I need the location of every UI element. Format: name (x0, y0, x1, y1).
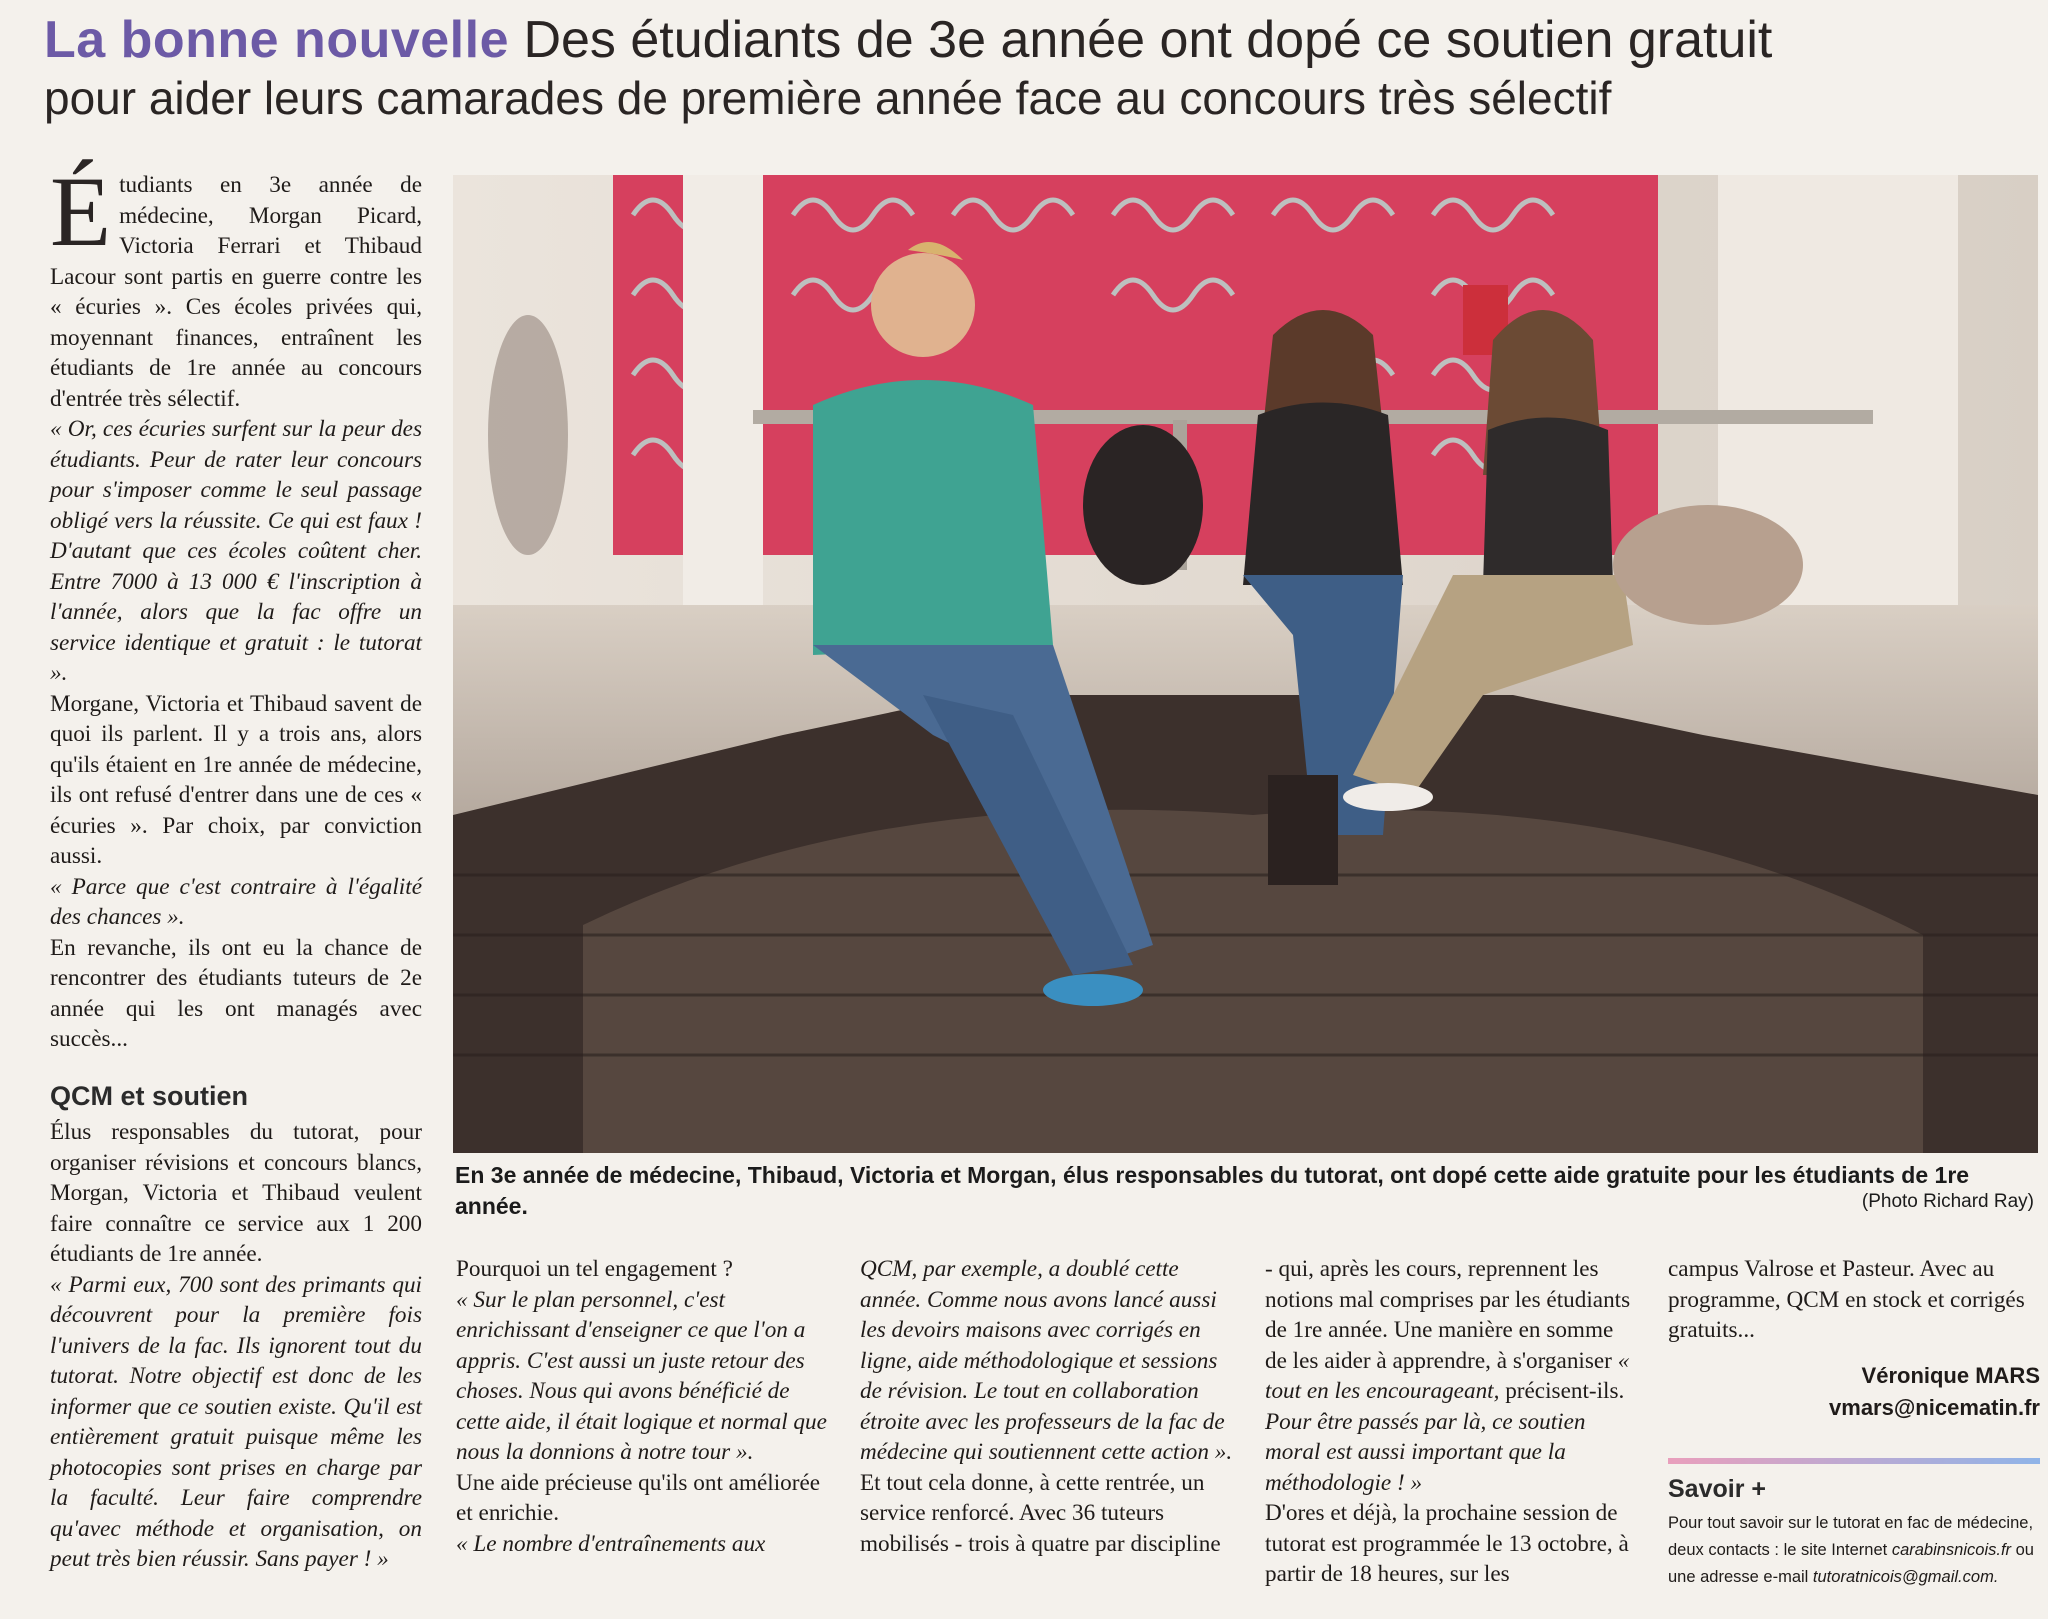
dropcap: É (50, 156, 112, 267)
article-column-2 (456, 1254, 830, 1559)
photo-credit: (Photo Richard Ray) (1861, 1191, 2034, 1212)
body-paragraph: Une aide précieuse qu'ils ont améliorée et enrichie. (456, 1469, 821, 1526)
quote-text: Pour être passés par là, ce soutien moral est aussi important que la méthodologie ! » (1265, 1408, 1586, 1496)
quote-paragraph: « Parmi eux, 700 sont des primants qui découvrent pour la première fois l'univers de la fac. Ils ignorent tout du tutorat. Notre objectif est donc de les informer que ce soutien existe. Qu'il est entièrement gratuit puisque même les photocopies sont prises en charge par la faculté. Leur faire comprendre qu'avec méthode et organisation, on peut très bien réussir. Sans payer ! » (50, 1271, 422, 1572)
body-paragraph: En revanche, ils ont eu la chance de rencontrer des étudiants tuteurs de 2e année qui les ont managés avec succès... (50, 934, 422, 1052)
article-photo (453, 175, 2038, 1153)
headline (44, 10, 2024, 126)
body-paragraph: D'ores et déjà, la prochaine session de tutorat est programmée le 13 octobre, à partir de 18 heures, sur les (1265, 1500, 1629, 1587)
body-paragraph: Élus responsables du tutorat, pour organiser révisions et concours blancs, Morgan, Victoria et Thibaud veulent faire connaître ce service aux 1 200 étudiants de 1re année. (50, 1119, 422, 1267)
subheading: QCM et soutien (50, 1080, 249, 1111)
author-name: Véronique MARS (1861, 1362, 2040, 1388)
headline-deck-line2: pour aider leurs camarades de première année face au concours très sélectif (44, 72, 1612, 124)
quote-paragraph: QCM, par exemple, a doublé cette année. Comme nous avons lancé aussi les devoirs maisons avec corrigés en ligne, aide méthodologique et sessions de révision. Le tout en collaboration étroite avec les professeurs de la fac de médecine qui soutiennent cette action ». (860, 1256, 1233, 1465)
author-email[interactable]: vmars@nicematin.fr (1829, 1394, 2040, 1420)
person-left (871, 253, 975, 357)
article-column-5 (1668, 1254, 2040, 1591)
article-column-4 (1265, 1254, 1639, 1590)
lead-text: tudiants en 3e année de médecine, Morgan Picard, Victoria Ferrari et Thibaud Lacour sont partis en guerre contre les « écuries ». Ces écoles privées qui, moyennant finances, entraînent les étudiants de 1re année au concours d'entrée très sélectif. (50, 172, 422, 412)
body-paragraph (1265, 1254, 1639, 1498)
savoir-text-2: ou une adresse e-mail (1668, 1541, 2034, 1586)
quote-paragraph: « Le nombre d'entraînements aux (456, 1530, 766, 1557)
savoir-email-link[interactable]: tutoratnicois@gmail.com. (1812, 1568, 1999, 1586)
quote-paragraph: « Or, ces écuries surfent sur la peur des étudiants. Peur de rater leur concours pour s'imposer comme le seul passage obligé vers la réussite. Ce qui est faux ! D'autant que ces écoles coûtent cher. Entre 7000 à 13 000 € l'inscription à l'année, alors que la fac offre un service identique et gratuit : le tutorat ». (50, 416, 422, 686)
article-column-3 (860, 1254, 1234, 1559)
savoir-text-1: Pour tout savoir sur le tutorat en fac de médecine, deux contacts : le site Internet (1668, 1514, 2034, 1559)
body-text: - qui, après les cours, reprennent les notions mal comprises par les étudiants de 1re année. Une manière en somme de les aider à apprendre, à s'organiser (1265, 1256, 1631, 1374)
body-text: précisent-ils. (1505, 1378, 1625, 1404)
body-paragraph: campus Valrose et Pasteur. Avec au programme, QCM en stock et corrigés gratuits... (1668, 1256, 2025, 1343)
article-column-1 (50, 156, 422, 1575)
savoir-plus-text (1668, 1510, 2040, 1591)
quote-text: « tout en les encourageant, (1265, 1347, 1630, 1404)
author-block (1668, 1360, 2040, 1424)
quote-paragraph: « Sur le plan personnel, c'est enrichissant d'enseigner ce que l'on a appris. C'est aussi un juste retour des choses. Nous qui avons bénéficié de cette aide, il était logique et normal que nous la donnions à notre tour ». (456, 1286, 827, 1465)
body-paragraph: Pourquoi un tel engagement ? (456, 1256, 733, 1282)
photo-illustration (453, 175, 2038, 1153)
headline-kicker: La bonne nouvelle (44, 11, 509, 69)
savoir-divider (1668, 1458, 2040, 1464)
headline-line1 (44, 10, 2024, 70)
headline-deck-line1: Des étudiants de 3e année ont dopé ce soutien gratuit (523, 11, 1773, 69)
savoir-site-link[interactable]: carabinsnicois.fr (1891, 1541, 2012, 1559)
photo-caption: En 3e année de médecine, Thibaud, Victoria et Morgan, élus responsables du tutorat, ont dopé cette aide gratuite pour les étudiants de 1re année. (455, 1162, 1970, 1219)
quote-paragraph: « Parce que c'est contraire à l'égalité des chances ». (50, 873, 422, 930)
savoir-plus-heading: Savoir + (1668, 1474, 1766, 1503)
lead-paragraph (50, 156, 422, 414)
body-paragraph: Morgane, Victoria et Thibaud savent de quoi ils parlent. Il y a trois ans, alors qu'ils étaient en 1re année de médecine, ils ont refusé d'entrer dans une de ces « écuries ». Par choix, par conviction aussi. (50, 690, 422, 869)
body-paragraph: Et tout cela donne, à cette rentrée, un service renforcé. Avec 36 tuteurs mobilisés - trois à quatre par discipline (860, 1469, 1221, 1557)
